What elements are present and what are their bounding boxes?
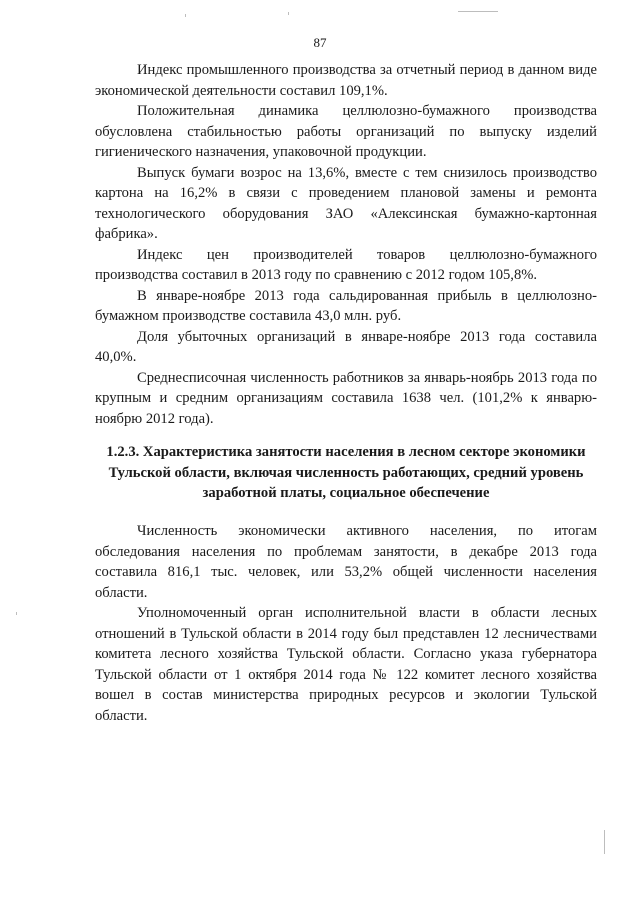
paragraph: Индекс цен производителей товаров целлюлозно-бумажного производства составил в 2013 году по сравнению с 2012 годом 105,8%. <box>95 246 597 283</box>
paragraph: Положительная динамика целлюлозно-бумажного производства обусловлена стабильностью работы организаций по выпуску изделий гигиенического назначения, упаковочной продукции. <box>95 103 597 160</box>
paragraph: Доля убыточных организаций в январе-ноябре 2013 года составила 40,0%. <box>95 328 597 365</box>
body-text-top <box>95 60 597 429</box>
paragraph: Среднесписочная численность работников за январь-ноябрь 2013 года по крупным и средним организациям составила 1638 чел. (101,2% к январю-ноябрю 2012 года). <box>95 369 597 427</box>
body-text-bottom <box>95 521 597 726</box>
scan-mark <box>185 14 186 17</box>
scan-mark <box>604 830 605 854</box>
section-heading: 1.2.3. Характеристика занятости населения в лесном секторе экономики Тульской области, включая численность работающих, средний уровень заработной платы, социальное обеспечение <box>106 444 586 501</box>
scan-mark <box>16 612 17 615</box>
paragraph: Численность экономически активного населения, по итогам обследования населения по проблемам занятости, в декабре 2013 года составила 816,1 тыс. человек, или 53,2% общей численности населения области. <box>95 523 597 601</box>
scan-mark <box>458 11 498 12</box>
page-number: 87 <box>313 35 327 50</box>
scan-mark <box>288 12 289 15</box>
paragraph: Индекс промышленного производства за отчетный период в данном виде экономической деятельности составил 109,1%. <box>95 62 597 99</box>
paragraph: Уполномоченный орган исполнительной власти в области лесных отношений в Тульской области в 2014 году был представлен 12 лесничествами комитета лесного хозяйства Тульской области. Согласно указа губернатора Тульской области от 1 октября 2014 года № 122 комитет лесного хозяйства вошел в состав министерства природных ресурсов и экологии Тульской области. <box>95 605 597 724</box>
paragraph: В январе-ноябре 2013 года сальдированная прибыль в целлюлозно-бумажном производстве составила 43,0 млн. руб. <box>95 287 597 324</box>
paragraph: Выпуск бумаги возрос на 13,6%, вместе с тем снизилось производство картона на 16,2% в связи с проведением плановой замены и ремонта технологического оборудования ЗАО «Алексинская бумажно-картонная фабрика». <box>95 164 597 242</box>
